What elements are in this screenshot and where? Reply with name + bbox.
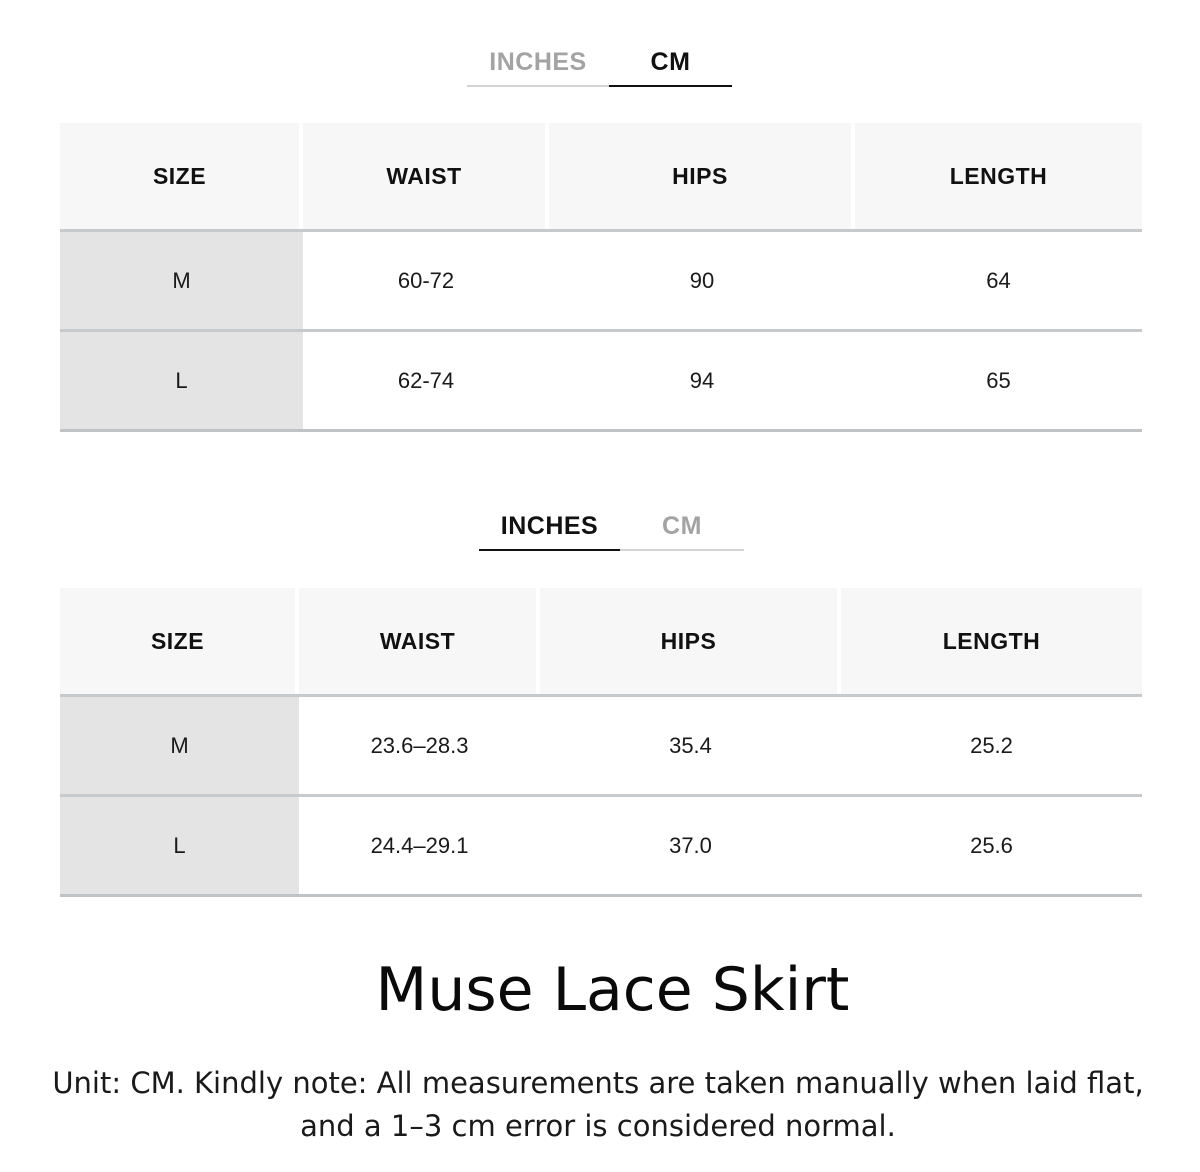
size-cell: L bbox=[60, 797, 299, 894]
header-hips: HIPS bbox=[549, 123, 855, 229]
size-cell: M bbox=[60, 232, 303, 329]
header-waist: WAIST bbox=[299, 588, 540, 694]
table-row bbox=[60, 797, 1142, 897]
header-size: SIZE bbox=[60, 588, 299, 694]
hips-cell: 35.4 bbox=[540, 697, 841, 794]
waist-cell: 62-74 bbox=[303, 332, 549, 429]
hips-cell: 90 bbox=[549, 232, 855, 329]
table-header-row bbox=[60, 588, 1142, 697]
tab-cm[interactable]: CM bbox=[609, 39, 732, 87]
size-chart-table-inches bbox=[60, 588, 1142, 897]
size-cell: L bbox=[60, 332, 303, 429]
unit-tabs-cm-table bbox=[467, 39, 732, 87]
header-waist: WAIST bbox=[303, 123, 549, 229]
measurement-note: Unit: CM. Kindly note: All measurements are taken manually when laid flat, and a 1–3 cm error is considered normal. bbox=[52, 1066, 1144, 1143]
size-chart-table-cm bbox=[60, 123, 1142, 432]
table-row bbox=[60, 697, 1142, 797]
length-cell: 65 bbox=[855, 332, 1142, 429]
length-cell: 25.6 bbox=[841, 797, 1142, 894]
unit-tabs-inches-table bbox=[479, 503, 744, 551]
tab-cm[interactable]: CM bbox=[620, 503, 744, 551]
tab-inches[interactable]: INCHES bbox=[479, 503, 620, 551]
length-cell: 64 bbox=[855, 232, 1142, 329]
tab-inches[interactable]: INCHES bbox=[467, 39, 609, 87]
waist-cell: 24.4–29.1 bbox=[299, 797, 540, 894]
table-row bbox=[60, 232, 1142, 332]
header-length: LENGTH bbox=[841, 588, 1142, 694]
length-cell: 25.2 bbox=[841, 697, 1142, 794]
header-hips: HIPS bbox=[540, 588, 841, 694]
hips-cell: 94 bbox=[549, 332, 855, 429]
table-header-row bbox=[60, 123, 1142, 232]
waist-cell: 23.6–28.3 bbox=[299, 697, 540, 794]
size-cell: M bbox=[60, 697, 299, 794]
product-title: Muse Lace Skirt bbox=[375, 955, 850, 1025]
header-size: SIZE bbox=[60, 123, 303, 229]
header-length: LENGTH bbox=[855, 123, 1142, 229]
table-row bbox=[60, 332, 1142, 432]
hips-cell: 37.0 bbox=[540, 797, 841, 894]
waist-cell: 60-72 bbox=[303, 232, 549, 329]
